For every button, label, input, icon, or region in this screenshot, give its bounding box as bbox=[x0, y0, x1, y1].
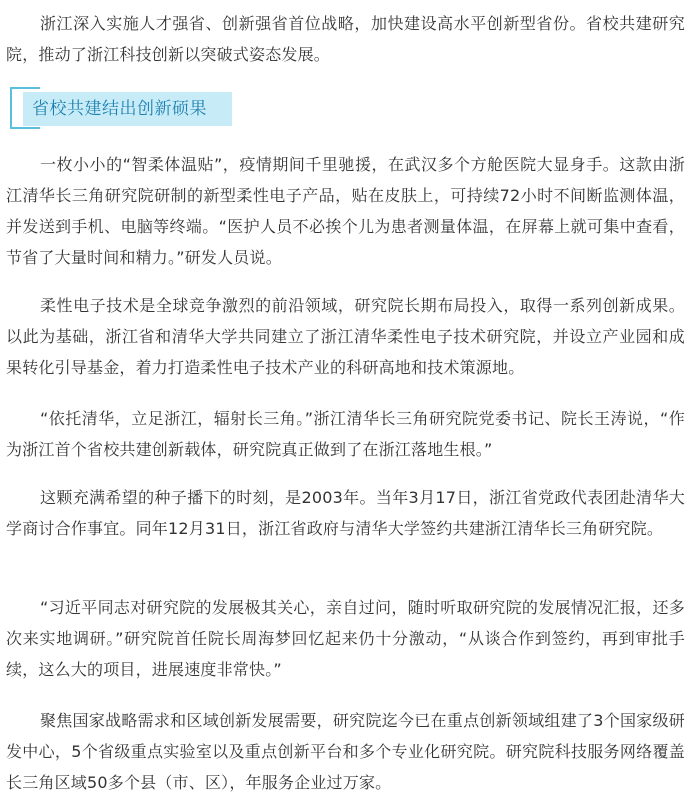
intro-paragraph: 浙江深入实施人才强省、创新强省首位战略，加快建设高水平创新型省份。省校共建研究院，推动了浙江科技创新以突破式姿态发展。 bbox=[6, 14, 685, 64]
paragraph-quote-zhou-haimeng: “习近平同志对研究院的发展极其关心，亲自过问，随时听取研究院的发展情况汇报，还多次来实地调研。”研究院首任院长周海梦回忆起来仍十分激动，“从谈合作到签约，再到审批手续，这么大的项目，进展速度非常快。” bbox=[6, 598, 685, 679]
paragraph-national-centers: 聚焦国家战略需求和区域创新发展需要，研究院迄今已在重点创新领域组建了3个国家级研发中心，5个省级重点实验室以及重点创新平台和多个专业化研究院。研究院科技服务网络覆盖长三角区域50多个县（市、区），年服务企业过万家。 bbox=[6, 711, 685, 792]
section-heading bbox=[10, 87, 232, 131]
paragraph-thermometer-patch: 一枚小小的“智柔体温贴”，疫情期间千里驰援，在武汉多个方舱医院大显身手。这款由浙江清华长三角研究院研制的新型柔性电子产品，贴在皮肤上，可持续72小时不间断监测体温，并发送到手机、电脑等终端。“医护人员不必挨个儿为患者测量体温，在屏幕上就可集中查看，节省了大量时间和精力。”研发人员说。 bbox=[6, 155, 685, 267]
section-heading-text: 省校共建结出创新硕果 bbox=[32, 99, 207, 119]
paragraph-quote-wang-tao: “依托清华，立足浙江，辐射长三角。”浙江清华长三角研究院党委书记、院长王涛说，“作为浙江首个省校共建创新载体，研究院真正做到了在浙江落地生根。” bbox=[6, 409, 685, 459]
paragraph-founding-2003: 这颗充满希望的种子播下的时刻，是2003年。当年3月17日，浙江省党政代表团赴清华大学商讨合作事宜。同年12月31日，浙江省政府与清华大学签约共建浙江清华长三角研究院。 bbox=[6, 488, 685, 538]
paragraph-flexible-electronics: 柔性电子技术是全球竞争激烈的前沿领域，研究院长期布局投入，取得一系列创新成果。以此为基础，浙江省和清华大学共同建立了浙江清华柔性电子技术研究院，并设立产业园和成果转化引导基金，着力打造柔性电子技术产业的科研高地和技术策源地。 bbox=[6, 296, 685, 377]
